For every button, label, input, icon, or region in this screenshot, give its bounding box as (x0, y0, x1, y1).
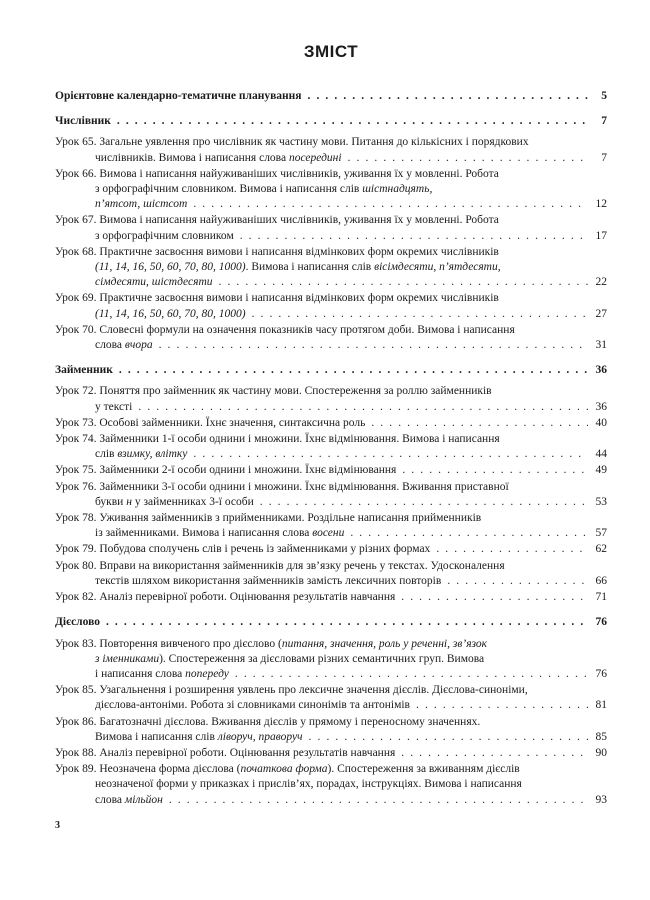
dot-leader (138, 400, 588, 415)
entry-text-line (55, 114, 607, 129)
entry-text (95, 151, 342, 166)
entry-text-italic: ліворуч, праворуч (217, 730, 303, 743)
dot-leader (260, 495, 588, 510)
entry-text (95, 338, 153, 353)
dot-leader (240, 229, 588, 244)
entry-text-italic: початкова форма (240, 763, 328, 776)
toc-entry (55, 590, 607, 605)
entry-label: Урок 85. (55, 684, 100, 697)
dot-leader (159, 338, 588, 353)
entry-text (55, 214, 499, 226)
page-number: 85 (595, 730, 607, 743)
entry-text (55, 292, 499, 304)
entry-text-segment: Повторення вивченого про дієслово ( (99, 637, 282, 650)
entry-text-line (55, 363, 607, 378)
entry-text (95, 261, 501, 273)
entry-text (95, 307, 246, 322)
entry-text-segment: з орфографічним словником (95, 229, 234, 242)
dot-leader (401, 746, 588, 761)
dot-leader (309, 730, 588, 745)
entry-text-line (55, 384, 607, 399)
dot-leader (348, 151, 588, 166)
entry-text (95, 730, 303, 745)
entry-label: Урок 69. (55, 292, 100, 305)
toc-entry (55, 637, 607, 683)
toc-entry (55, 559, 607, 589)
entry-text-line (55, 762, 607, 777)
entry-text-line (55, 275, 607, 290)
dot-leader (219, 275, 588, 290)
dot-leader (436, 542, 588, 557)
entry-text-italic: (11, 14, 16, 50, 60, 70, 80, 1000) (95, 307, 246, 320)
entry-text-line (55, 667, 607, 682)
entry-text-line (55, 89, 607, 104)
entry-text-line (55, 559, 607, 574)
entry-text-segment: Займенники 3-ї особи однини і множини. Їхнє відмінювання. Вживання приставної (99, 480, 509, 493)
page-number: 66 (595, 574, 607, 587)
page-number: 40 (595, 416, 607, 429)
dot-leader (371, 416, 588, 431)
entry-text-line (55, 777, 607, 792)
toc-entry (55, 167, 607, 213)
entry-text (95, 447, 187, 462)
entry-text-line (55, 323, 607, 338)
entry-text (55, 246, 499, 258)
entry-text (95, 495, 254, 510)
entry-text-segment: Вправи на використання займенників для зв’язку речень у текстах. Удосконалення (99, 559, 505, 572)
entry-text-segment: Вимова і написання слів (95, 730, 218, 743)
entry-text-segment: Неозначена форма дієслова ( (99, 763, 241, 776)
entry-text (95, 400, 132, 415)
entry-text-line (55, 793, 607, 808)
entry-text-line (55, 746, 607, 761)
dot-leader (235, 667, 588, 682)
entry-text-italic: восени (312, 527, 345, 540)
entry-text-italic: вчора (124, 339, 153, 352)
entry-text (55, 416, 365, 431)
entry-text (55, 433, 500, 445)
entry-text-segment: Особові займенники. Їхнє значення, синтаксична роль (99, 416, 366, 429)
page-number: 90 (595, 746, 607, 759)
entry-text (95, 793, 163, 808)
entry-text-italic: (11, 14, 16, 50, 60, 70, 80, 1000) (95, 261, 246, 274)
entry-label: Урок 66. (55, 167, 100, 180)
toc-entry (55, 511, 607, 541)
entry-text-line (55, 730, 607, 745)
entry-label: Урок 73. (55, 416, 100, 429)
entry-text-segment: Поняття про займенник як частину мови. Спостереження за роллю займенників (99, 385, 492, 398)
entry-text-line (55, 463, 607, 478)
dot-leader (401, 590, 588, 605)
entry-text-line (55, 495, 607, 510)
entry-text (55, 542, 430, 557)
entry-text-line (55, 197, 607, 212)
toc-entry (55, 762, 607, 808)
dot-leader (119, 363, 588, 378)
entry-text (95, 183, 432, 195)
page-title: ЗМІСТ (303, 42, 359, 61)
page-number: 31 (595, 339, 607, 352)
entry-text-line (55, 245, 607, 260)
page-number: 81 (595, 699, 607, 712)
entry-text-line (55, 338, 607, 353)
entry-text-segment: Числівник (55, 115, 111, 128)
entry-text-line (55, 447, 607, 462)
entry-text-segment: Загальне уявлення про числівник як частину мови. Питання до кількісних і порядкових (99, 136, 529, 149)
page-number: 17 (595, 229, 607, 242)
page-number: 49 (595, 464, 607, 477)
page-number: 76 (595, 616, 607, 629)
page-number: 27 (595, 307, 607, 320)
entry-text-segment: Займенники 2-ї особи однини і множини. Їхнє відмінювання (99, 464, 397, 477)
entry-text (55, 385, 492, 397)
entry-text-italic: з іменниками (95, 652, 160, 665)
entry-text-line (55, 698, 607, 713)
toc-section-header (55, 615, 607, 630)
entry-text-line (55, 416, 607, 431)
entry-label: Урок 76. (55, 480, 100, 493)
entry-text-italic: взимку, влітку (117, 448, 188, 461)
entry-text (55, 324, 515, 336)
entry-label: Урок 80. (55, 559, 100, 572)
entry-text (55, 615, 100, 630)
entry-label: Урок 72. (55, 385, 100, 398)
entry-text-line (55, 511, 607, 526)
entry-text-line (55, 542, 607, 557)
toc-entry (55, 416, 607, 431)
entry-text-line (55, 291, 607, 306)
entry-text (55, 746, 395, 761)
toc-section-header (55, 363, 607, 378)
entry-text-segment: неозначеної форми у приказках і прислів’ях, порадах, інструкціях. Вимова і написання (95, 778, 522, 791)
entry-text-segment: із займенниками. Вимова і написання слова (95, 527, 313, 540)
entry-text-line (55, 683, 607, 698)
page-number: 62 (595, 543, 607, 556)
entry-text-segment: текстів шляхом використання займенників замість лексичних повторів (95, 574, 442, 587)
entry-text-segment: дієслова-антоніми. Робота зі словниками синонімів та антонімів (95, 699, 410, 712)
entry-text (95, 778, 522, 790)
entry-label: Урок 67. (55, 214, 100, 227)
entry-text (95, 197, 187, 212)
entry-text-segment: Практичне засвоєння вимови і написання відмінкових форм окремих числівників (99, 245, 499, 258)
entry-text-line (55, 652, 607, 667)
entry-text-segment: Багатозначні дієслова. Вживання дієслів у прямому і переносному значеннях. (99, 715, 481, 728)
entry-label: Урок 83. (55, 637, 100, 650)
entry-text-segment: числівників. Вимова і написання слова (95, 151, 289, 164)
entry-text-line (55, 590, 607, 605)
entry-text-segment: Уживання займенників з прийменниками. Роздільне написання прийменників (99, 512, 482, 525)
entry-text (55, 590, 395, 605)
page-number: 36 (595, 364, 607, 377)
page-number: 53 (595, 495, 607, 508)
toc-entry (55, 135, 607, 165)
entry-text-line (55, 637, 607, 652)
entry-text-line (55, 615, 607, 630)
entry-text-italic: питання, значення, роль у реченні, зв’язок (281, 637, 487, 650)
entry-text-segment: слів (95, 448, 118, 461)
entry-text-line (55, 151, 607, 166)
entry-text-line (55, 135, 607, 150)
entry-text-line (55, 526, 607, 541)
entry-text-segment: Займенники 1-ї особи однини і множини. Їхнє відмінювання. Вимова і написання (99, 433, 500, 446)
entry-text-segment: і написання слова (95, 667, 186, 680)
entry-text-line (55, 574, 607, 589)
page-number: 76 (595, 667, 607, 680)
entry-text-segment: у тексті (95, 400, 133, 413)
entry-text-segment: Вимова і написання найуживаніших числівників, уживання їх у мовленні. Робота (99, 214, 499, 227)
entry-label: Урок 70. (55, 323, 100, 336)
entry-text-italic: посередині (288, 151, 342, 164)
page-number: 36 (595, 400, 607, 413)
entry-label: Урок 82. (55, 591, 100, 604)
entry-text (55, 716, 480, 728)
entry-text (55, 89, 302, 104)
entry-text-segment: Практичне засвоєння вимови і написання відмінкових форм окремих числівників (99, 292, 499, 305)
toc-entry (55, 746, 607, 761)
dot-leader (106, 615, 588, 630)
entry-label: Урок 86. (55, 715, 100, 728)
entry-text-italic: н (126, 495, 132, 508)
entry-text-line (55, 213, 607, 228)
entry-text (95, 653, 484, 665)
entry-text-segment: Побудова сполучень слів і речень із займенниками у різних формах (99, 543, 431, 556)
dot-leader (252, 307, 588, 322)
entry-text-segment: у займенниках 3-ї особи (131, 495, 254, 508)
toc-list (55, 89, 607, 808)
toc-entry (55, 213, 607, 243)
entry-label: Урок 68. (55, 245, 100, 258)
entry-text-segment: слова (95, 339, 125, 352)
entry-text-line (55, 260, 607, 275)
dot-leader (350, 526, 588, 541)
dot-leader (117, 114, 588, 129)
entry-text-segment: Аналіз перевірної роботи. Оцінювання результатів навчання (99, 591, 396, 604)
dot-leader (193, 197, 588, 212)
entry-text-segment: Орієнтовне календарно-тематичне планування (55, 90, 302, 102)
dot-leader (402, 463, 588, 478)
page-number: 57 (595, 527, 607, 540)
entry-text-segment: ). Спостереження за вживанням дієслів (327, 763, 520, 776)
entry-text (95, 275, 213, 290)
toc-entry (55, 323, 607, 353)
entry-text-italic: сімдесяти, шістдесяти (95, 276, 213, 289)
footer-page-number: 3 (55, 820, 60, 831)
page-number: 7 (601, 115, 607, 128)
entry-text-line (55, 182, 607, 197)
entry-text-segment: Узагальнення і розширення уявлень про лексичне значення дієслів. Дієслова-синоніми, (99, 684, 528, 697)
entry-label: Урок 89. (55, 763, 100, 776)
dot-leader (447, 574, 588, 589)
entry-text-line (55, 432, 607, 447)
entry-text-italic: попереду (185, 667, 229, 680)
dot-leader (193, 447, 588, 462)
dot-leader (308, 89, 588, 104)
entry-text (55, 684, 528, 696)
entry-text (95, 698, 410, 713)
entry-text-italic: мільйон (124, 793, 163, 806)
toc-entry (55, 384, 607, 414)
entry-text-line (55, 229, 607, 244)
entry-text-line (55, 480, 607, 495)
page-number: 22 (595, 276, 607, 289)
entry-label: Урок 79. (55, 543, 100, 556)
entry-text-line (55, 715, 607, 730)
page-number: 71 (595, 591, 607, 604)
entry-text (55, 512, 481, 524)
entry-text-italic: вісімдесяти, п’ятдесяти, (374, 261, 501, 274)
entry-text-segment: слова (95, 793, 125, 806)
toc-entry (55, 245, 607, 291)
toc-entry (55, 715, 607, 745)
toc-entry (55, 432, 607, 462)
entry-label: Урок 88. (55, 746, 100, 759)
dot-leader (169, 793, 588, 808)
toc-top-entry (55, 89, 607, 104)
entry-text (55, 560, 505, 572)
toc-entry (55, 542, 607, 557)
entry-text-segment: з орфографічним словником. Вимова і написання слів (95, 183, 363, 196)
page-number: 12 (595, 198, 607, 211)
entry-text-segment: Вимова і написання найуживаніших числівників, уживання їх у мовленні. Робота (99, 167, 499, 180)
page-number: 5 (601, 90, 607, 102)
page-number: 44 (595, 448, 607, 461)
toc-section-header (55, 114, 607, 129)
entry-label: Урок 78. (55, 512, 100, 525)
entry-text (95, 574, 441, 589)
toc-entry (55, 480, 607, 510)
entry-text (95, 526, 344, 541)
entry-text-segment: . Вимова і написання слів (245, 261, 375, 274)
entry-text (55, 763, 520, 775)
entry-text-segment: ). Спостереження за дієсловами різних семантичних груп. Вимова (159, 652, 485, 665)
entry-label: Урок 65. (55, 136, 100, 149)
entry-text (55, 481, 509, 493)
entry-text-segment: Займенник (55, 364, 113, 377)
toc-entry (55, 463, 607, 478)
entry-text-line (55, 400, 607, 415)
dot-leader (416, 698, 588, 713)
entry-text (95, 667, 229, 682)
toc-entry (55, 291, 607, 321)
page-number: 93 (595, 793, 607, 806)
entry-label: Урок 75. (55, 464, 100, 477)
entry-text-italic: шістнадцять, (362, 183, 433, 196)
entry-text-line (55, 307, 607, 322)
entry-label: Урок 74. (55, 433, 100, 446)
entry-text (95, 229, 234, 244)
entry-text (55, 638, 487, 650)
toc-entry (55, 683, 607, 713)
entry-text-segment: Словесні формули на означення показників часу протягом доби. Вимова і написання (99, 323, 515, 336)
entry-text (55, 363, 113, 378)
entry-text-segment: Аналіз перевірної роботи. Оцінювання результатів навчання (99, 746, 396, 759)
entry-text-segment: букви (95, 495, 127, 508)
entry-text (55, 168, 499, 180)
entry-text (55, 114, 111, 129)
entry-text-line (55, 167, 607, 182)
entry-text (55, 463, 396, 478)
entry-text-italic: п’ятсот, шістсот (95, 198, 188, 211)
page-number: 7 (601, 151, 607, 164)
entry-text-segment: Дієслово (55, 616, 100, 629)
entry-text (55, 136, 529, 148)
